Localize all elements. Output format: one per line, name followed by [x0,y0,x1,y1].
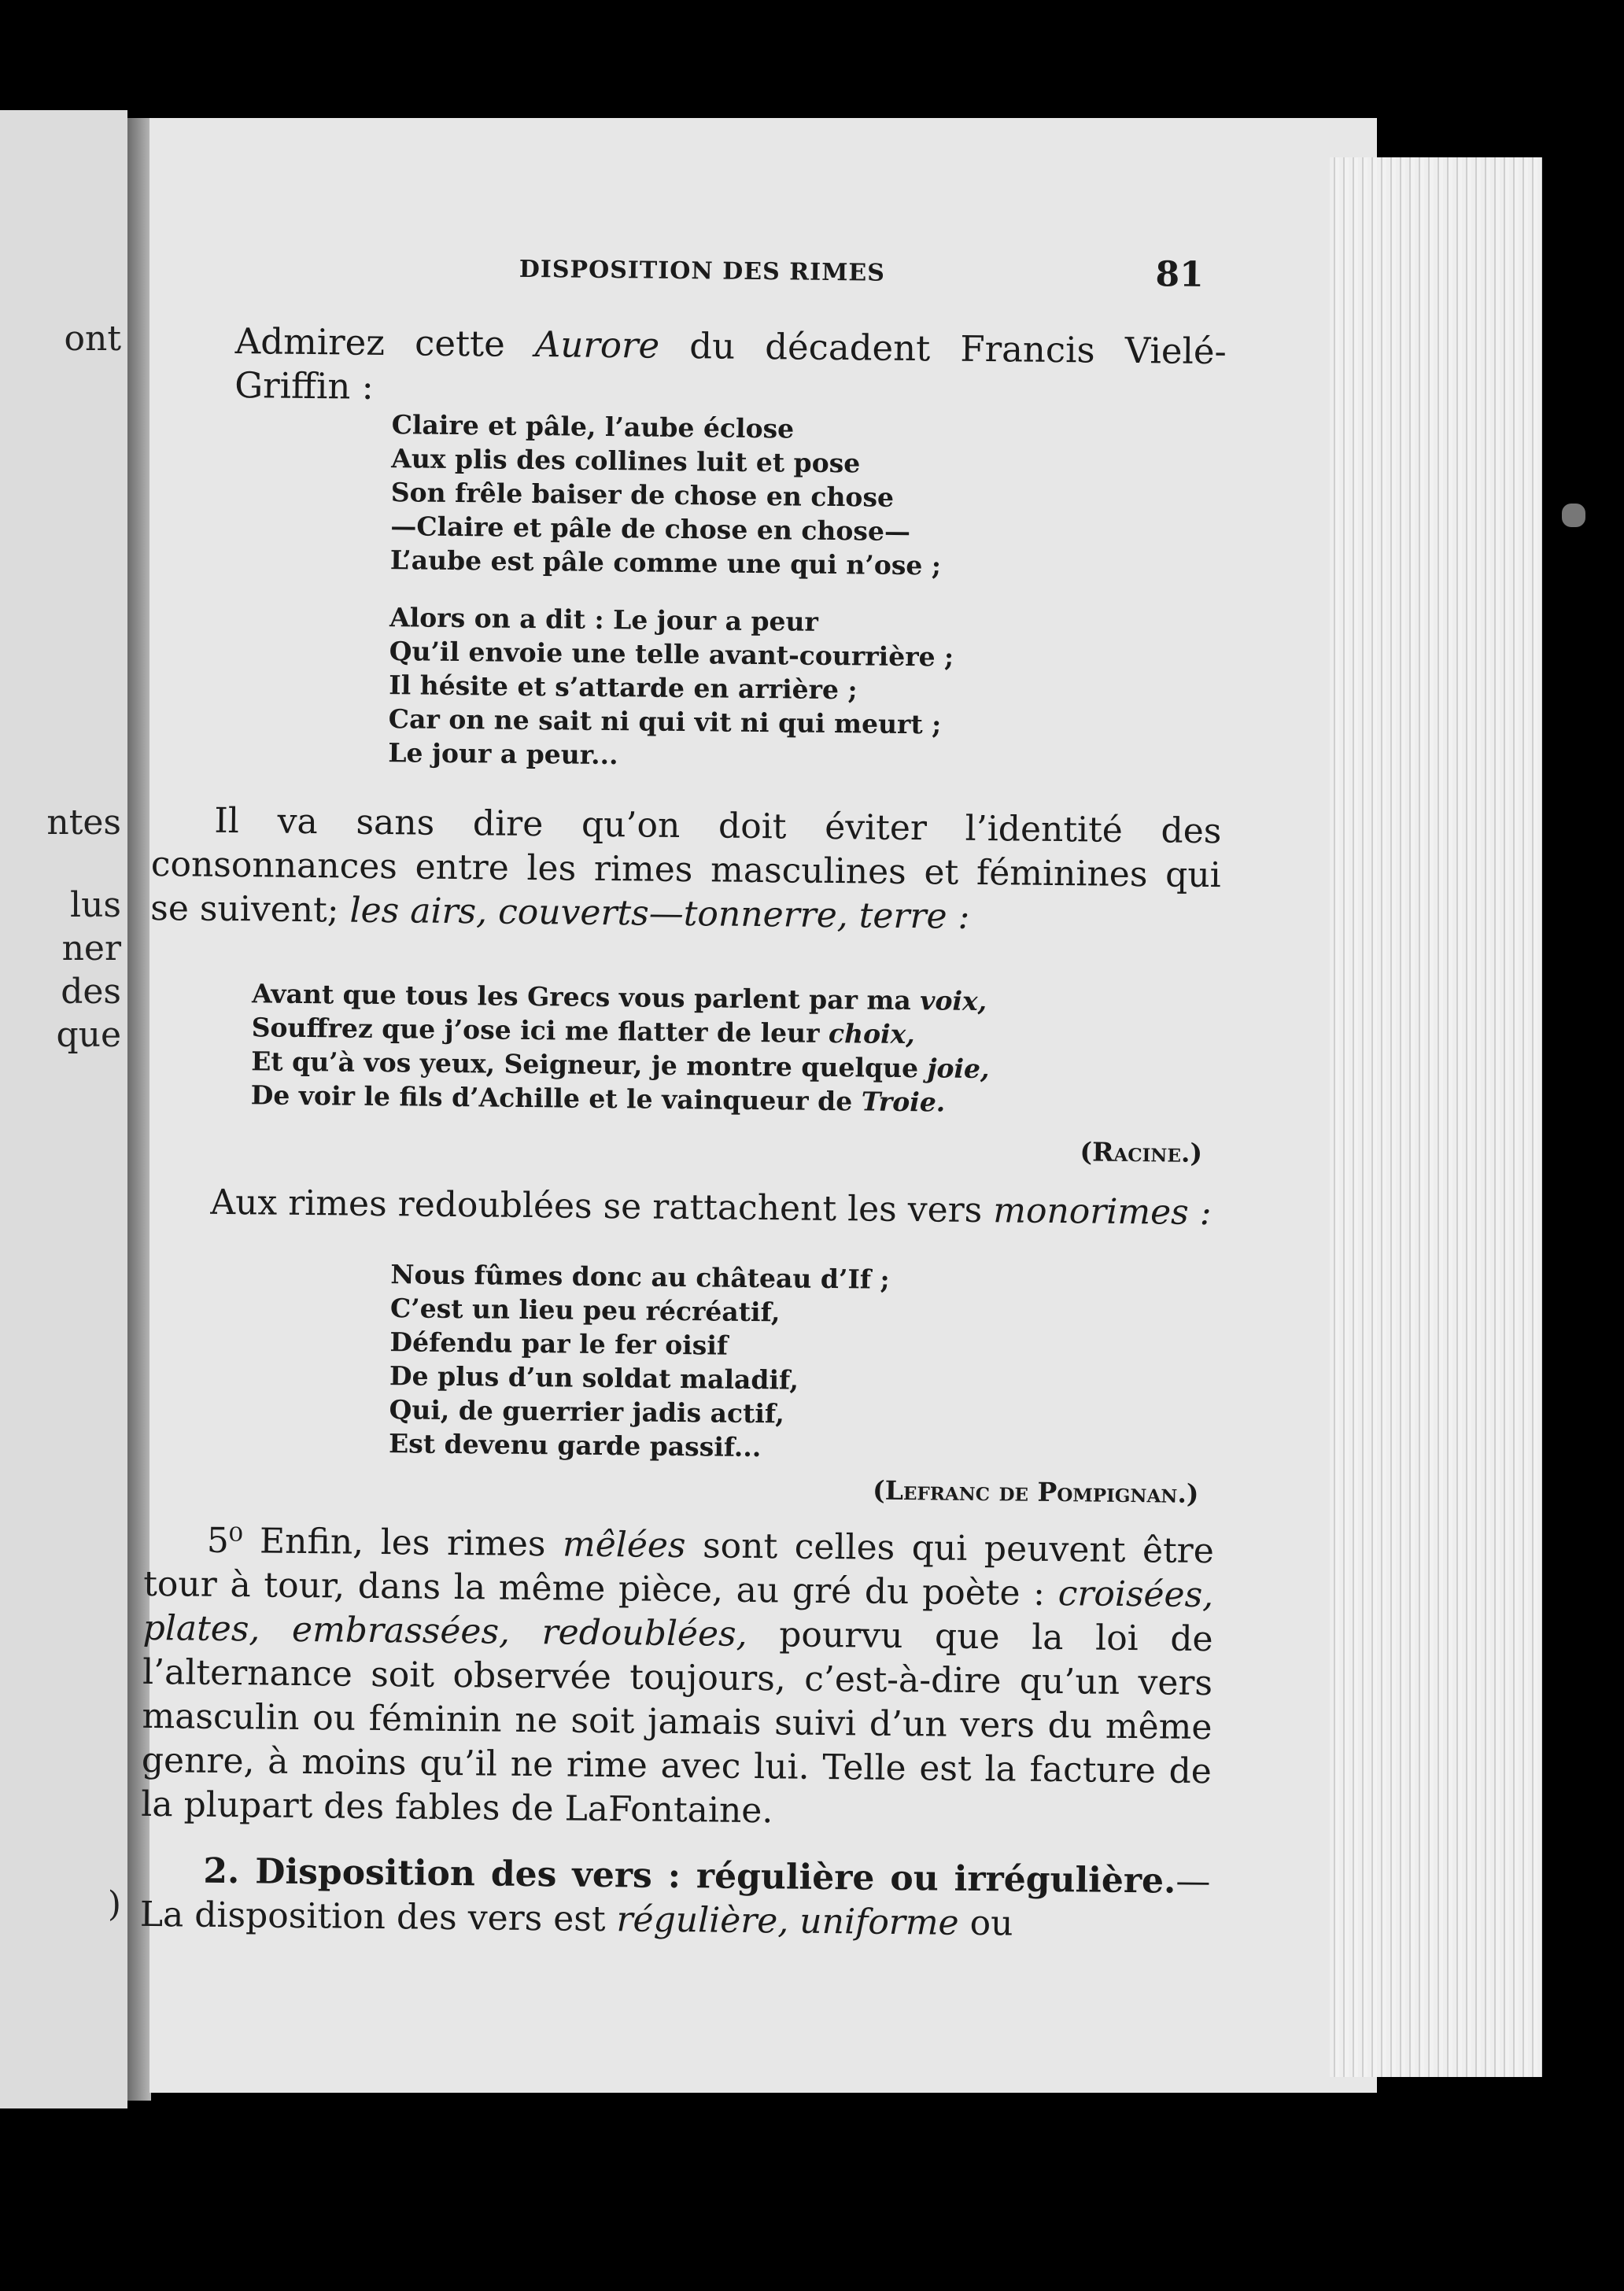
verse-line: C’est un lieu peu récréatif, [389,1293,781,1328]
verse-line: Alors on a dit : Le jour a peur [389,602,819,637]
paragraph-monorimes: Aux rimes redoublées se rattachent les vers monorimes : [210,1182,1212,1234]
verse-line: Aux plis des collines luit et pose [391,443,861,479]
verse-line: —Claire et pâle de chose en chose— [390,511,911,548]
left-fragment: ont [64,319,121,359]
intro-paragraph: Admirez cette Aurore du décadent Francis Vielé-Griffin : [234,320,1227,408]
running-head: DISPOSITION DES RIMES [519,255,886,287]
attribution-pompignan: (Lefranc de Pompignan.) [872,1474,1199,1509]
verse-line: Qui, de guerrier jadis actif, [389,1394,785,1430]
attribution-racine: (Racine.) [1080,1136,1203,1168]
page-edges [1330,157,1542,2077]
verse-line: De voir le fils d’Achille et le vainqueur de Troie. [250,1079,946,1118]
verse-line: Nous fûmes donc au château d’If ; [390,1259,890,1295]
paragraph-rimes-melees: 5⁰ Enfin, les rimes mêlées sont celles qui peuvent être tour à tour, dans la même pièce, au gré du poète : croisées, plates, embrassées, redoublées, pourvu que la loi de l’alternance soit observée toujours, c’est-à-dire qu’un vers masculin ou féminin ne soit jamais suivi d’un vers du même genre, à moins qu’il ne rime avec lui. Telle est la facture de la plupart des fables de LaFontaine. [141,1520,1215,1832]
verse-line: Défendu par le fer oisif [389,1326,729,1361]
poem-racine [251,976,991,1120]
left-fragment: ntes [46,802,121,843]
page-tab-mark [1562,504,1585,527]
verse-line: Claire et pâle, l’aube éclose [391,409,795,445]
verse-line: L’aube est pâle comme une qui n’ose ; [389,544,942,581]
left-fragment: des [61,972,121,1012]
section-disposition-des-vers: 2. Disposition des vers : régulière ou irrégulière.—La disposition des vers est régulière, uniforme ou [139,1850,1211,1944]
verse-line: Avant que tous les Grecs vous parlent par ma voix, [251,978,987,1017]
verse-line: Qu’il envoie une telle avant-courrière ; [389,636,954,673]
verse-line: Son frêle baiser de chose en chose [390,477,895,513]
left-fragment: que [56,1015,121,1055]
verse-line: Il hésite et s’attarde en arrière ; [389,670,858,706]
poem-pompignan [389,1257,890,1466]
verse-line: Et qu’à vos yeux, Seigneur, je montre quelque joie, [251,1046,990,1085]
verse-line: Le jour a peur... [388,737,618,771]
left-fragment: lus [70,885,121,925]
poem-aurore [388,408,956,775]
left-fragment: ner [61,928,121,968]
verse-line: Souffrez que j’ose ici me flatter de leur choix, [251,1012,915,1050]
verse-line: Car on ne sait ni qui vit ni qui meurt ; [388,703,942,740]
paragraph-consonances: Il va sans dire qu’on doit éviter l’identité des consonnances entre les rimes masculines et féminines qui se suivent; les airs, couverts—tonnerre, terre : [149,800,1222,937]
section-heading: 2. Disposition des vers : régulière ou irrégulière. [203,1850,1176,1902]
page-number: 81 [1155,254,1205,295]
left-page-edge [0,110,127,2108]
verse-line: Est devenu garde passif... [388,1428,762,1463]
verse-line: De plus d’un soldat maladif, [389,1360,799,1396]
left-fragment: ) [107,1884,121,1924]
